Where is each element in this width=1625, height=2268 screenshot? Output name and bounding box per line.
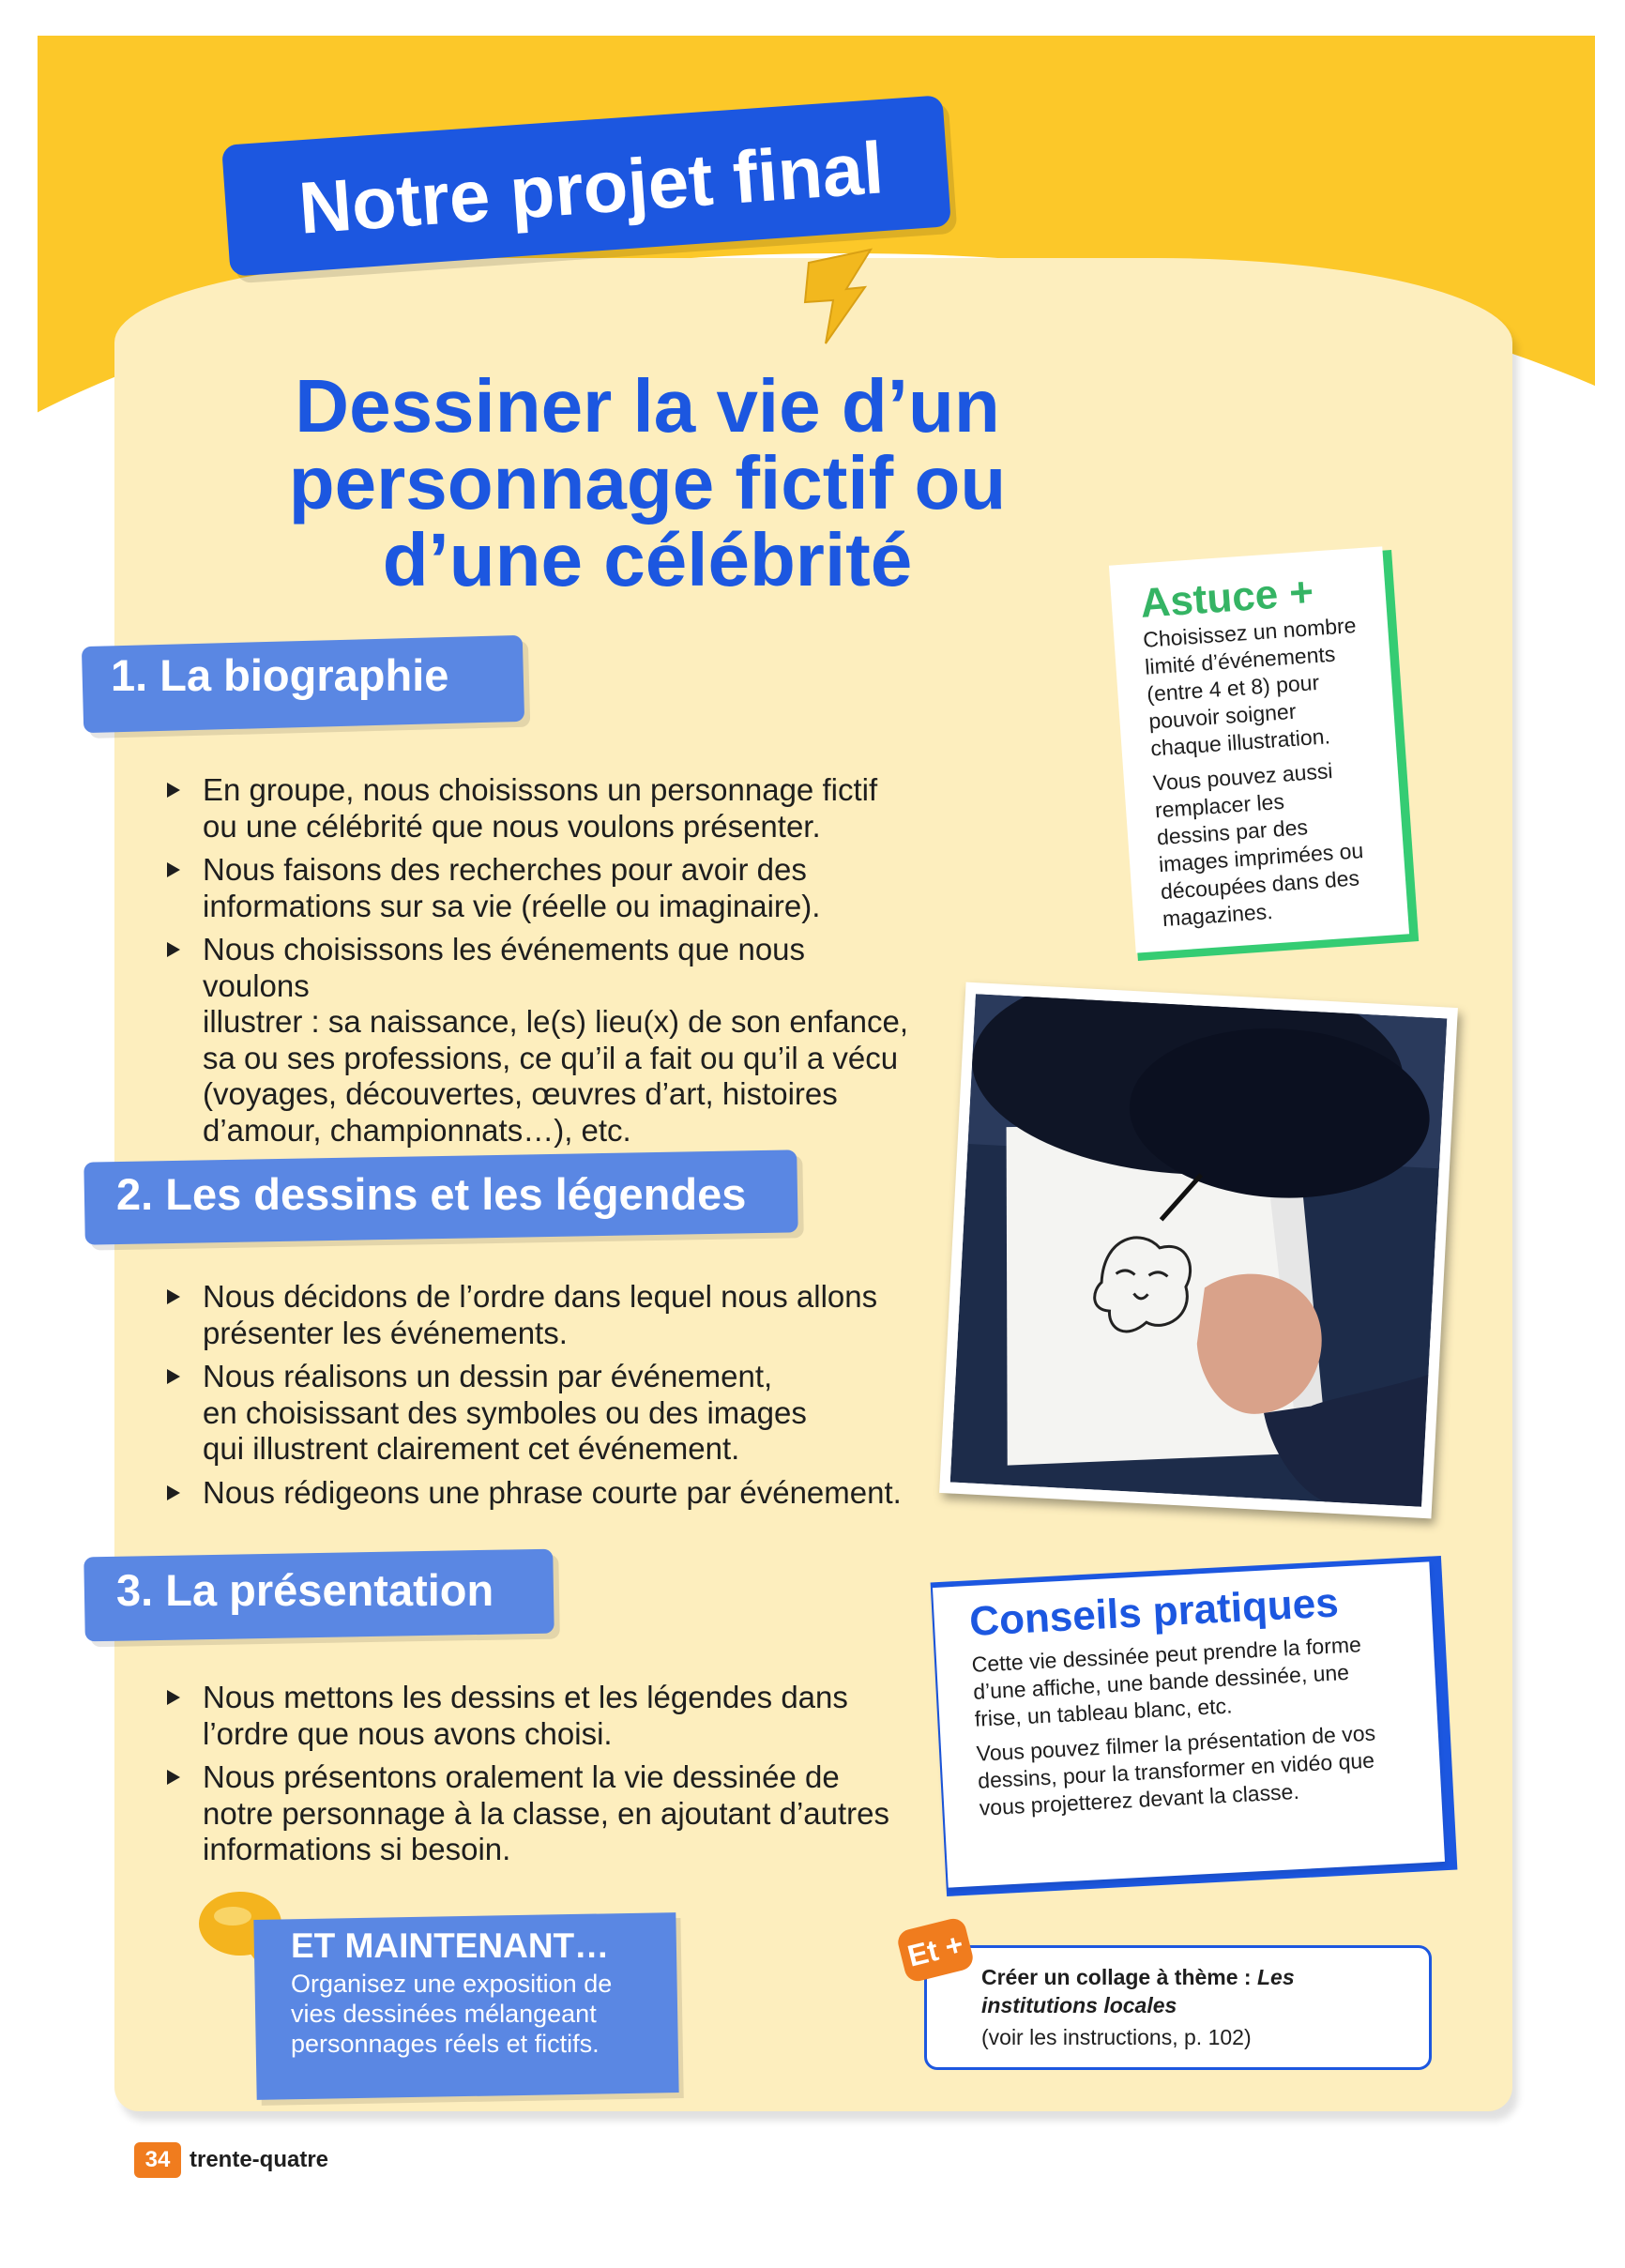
list-item-text: Nous présentons oralement la vie dessinée de notre personnage à la classe, en ajoutant d’autres informations si besoin. — [203, 1759, 889, 1866]
bullet-triangle-icon — [167, 942, 180, 957]
section-title: 3. La présentation — [116, 1565, 494, 1615]
list-item-text: Nous mettons les dessins et les légendes dans l’ordre que nous avons choisi. — [203, 1680, 848, 1751]
bullet-triangle-icon — [167, 1369, 180, 1384]
list-item — [161, 852, 912, 924]
list-item-text: Nous faisons des recherches pour avoir des informations sur sa vie (réelle ou imaginaire). — [203, 852, 821, 923]
bullet-list — [161, 1680, 912, 1876]
conseils-paragraph: Vous pouvez filmer la présentation de vos dessins, pour la transformer en vidéo que vous projetterez devant la classe. — [976, 1720, 1376, 1820]
bullet-triangle-icon — [167, 1770, 180, 1785]
astuce-paragraph: Choisissez un nombre limité d’événements (entre 4 et 8) pour pouvoir soigner chaque illustration. — [1142, 613, 1358, 761]
list-item-text: Nous choisissons les événements que nous voulons illustrer : sa naissance, le(s) lieu(x) de son enfance, sa ou ses professions, ce qu’il a fait ou qu’il a vécu (voyages, découvertes, œuvres d’art, histoires d’amour, championnats…), etc. — [203, 932, 909, 1148]
bullet-triangle-icon — [167, 862, 180, 877]
et-plus-content — [981, 1963, 1413, 2051]
photo-illustration — [950, 994, 1448, 1507]
list-item-text: Nous décidons de l’ordre dans lequel nous allons présenter les événements. — [203, 1279, 878, 1350]
list-item — [161, 772, 912, 845]
list-item — [161, 1279, 912, 1351]
astuce-paragraph: Vous pouvez aussi remplacer les dessins par des images imprimées ou découpées dans des magazines. — [1152, 758, 1365, 932]
list-item-text: En groupe, nous choisissons un personnage fictif ou une célébrité que nous voulons présenter. — [203, 772, 878, 844]
et-plus-title: Les institutions locales — [981, 1965, 1295, 2017]
section-title: 1. La biographie — [111, 650, 449, 700]
main-heading — [188, 364, 1107, 601]
bullet-triangle-icon — [167, 1690, 180, 1705]
section-title: 2. Les dessins et les légendes — [116, 1169, 747, 1219]
page-number: 34 — [134, 2142, 181, 2178]
et-maintenant-text: Organisez une exposition de vies dessinées mélangeant personnages réels et fictifs. — [291, 1970, 613, 2058]
banner-title: Notre projet final — [296, 126, 887, 250]
bullet-triangle-icon — [167, 1289, 180, 1304]
lightning-bolt-icon — [788, 246, 891, 349]
conseils-paragraph: Cette vie dessinée peut prendre la forme d’une affiche, une bande dessinée, une frise, un tableau blanc, etc. — [971, 1632, 1362, 1731]
list-item — [161, 1759, 912, 1868]
main-heading-line: d’une célébrité — [382, 518, 913, 601]
bullet-triangle-icon — [167, 1485, 180, 1500]
list-item — [161, 1680, 912, 1752]
main-heading-line: Dessiner la vie d’un — [295, 364, 1000, 448]
et-plus-lead: Créer un collage à thème : — [981, 1965, 1257, 1989]
bullet-triangle-icon — [167, 783, 180, 798]
list-item-text: Nous réalisons un dessin par événement, en choisissant des symboles ou des images qui illustrent clairement cet événement. — [203, 1359, 807, 1466]
astuce-content — [1139, 564, 1417, 940]
bullet-list — [161, 1279, 912, 1518]
list-item-text: Nous rédigeons une phrase courte par événement. — [203, 1474, 902, 1510]
et-maintenant-title: ET MAINTENANT… — [291, 1926, 610, 1965]
et-plus-badge: Et + — [895, 1916, 975, 1984]
drawing-photo — [950, 994, 1448, 1507]
bullet-list — [161, 772, 912, 1156]
conseils-content — [968, 1574, 1430, 1830]
astuce-title: Astuce + — [1138, 569, 1315, 627]
main-heading-line: personnage fictif ou — [288, 441, 1007, 525]
page-number-words: trente-quatre — [190, 2147, 329, 2172]
et-plus-note: (voir les instructions, p. 102) — [981, 2025, 1252, 2049]
list-item — [161, 1359, 912, 1468]
conseils-title: Conseils pratiques — [968, 1579, 1340, 1645]
list-item — [161, 932, 912, 1149]
list-item — [161, 1475, 912, 1512]
